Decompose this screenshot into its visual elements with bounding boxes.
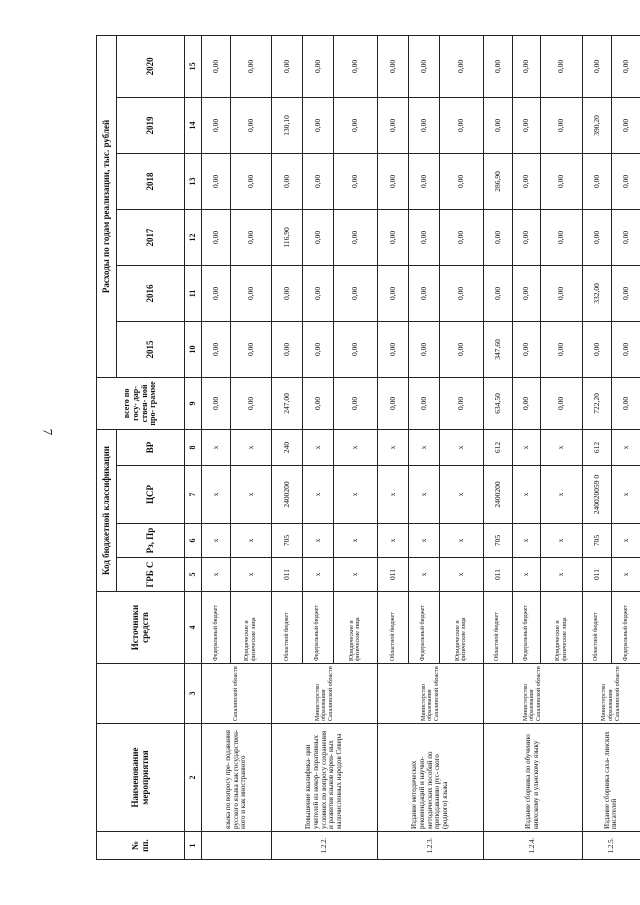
row-number: 1.2.3. [377,832,483,860]
rzpr-cell: х [611,524,640,558]
header-executor [97,664,185,724]
year-value-cell: 0,00 [439,209,483,265]
year-value-cell: 0,00 [202,97,231,153]
year-value-cell: 0,00 [302,209,333,265]
year-value-cell: 0,00 [439,321,483,377]
year-value-cell: 0,00 [408,209,439,265]
year-value-cell: 0,00 [611,265,640,321]
column-number: 6 [185,524,202,558]
total-cell: 0,00 [512,377,541,429]
year-value-cell: 0,00 [230,35,271,97]
funding-source: Юридические и физические лица [541,592,582,664]
funding-source: Областной бюджет [377,592,408,664]
grbs-cell: х [230,558,271,592]
measure-name: Издание сборника саха- линских писателей [582,724,640,832]
year-value-cell: 0,00 [483,265,512,321]
year-value-cell: 0,00 [512,209,541,265]
header-grbs: ГРБ С [117,558,185,592]
grbs-cell: 011 [272,558,303,592]
vr-cell: х [230,429,271,465]
total-cell: 0,00 [377,377,408,429]
funding-source: Областной бюджет [272,592,303,664]
year-value-cell: 0,00 [272,153,303,209]
rzpr-cell: х [333,524,377,558]
csr-cell: 2400200 [483,466,512,524]
year-value-cell: 0,00 [202,35,231,97]
year-value-cell: 116,90 [272,209,303,265]
funding-source: Юридические и физические лица [439,592,483,664]
grbs-cell: х [302,558,333,592]
csr-cell: х [377,466,408,524]
grbs-cell: х [541,558,582,592]
column-number: 14 [185,97,202,153]
year-value-cell: 0,00 [439,97,483,153]
year-value-cell: 0,00 [408,321,439,377]
year-value-cell: 0,00 [611,321,640,377]
year-value-cell: 0,00 [230,265,271,321]
year-value-cell: 0,00 [512,265,541,321]
year-value-cell: 0,00 [230,209,271,265]
year-value-cell: 347,60 [483,321,512,377]
year-value-cell: 332,00 [582,265,611,321]
year-value-cell: 0,00 [483,209,512,265]
year-value-cell: 0,00 [582,321,611,377]
column-number: 13 [185,153,202,209]
header-year: 2015 [117,321,185,377]
vr-cell: х [302,429,333,465]
grbs-cell: 011 [377,558,408,592]
year-value-cell: 0,00 [333,97,377,153]
grbs-cell: х [512,558,541,592]
year-value-cell: 0,00 [582,153,611,209]
header-vr: ВР [117,429,185,465]
year-value-cell: 0,00 [377,97,408,153]
measure-name: Повышение квалифика- ции учителей из некор- поративных условиях по вопросу сохранения и развития языков корен- ных малочисленных народов Севера [272,724,378,832]
row-number: 1.2.4. [483,832,582,860]
header-year: 2018 [117,153,185,209]
header-rzpr: Рз, Пр [117,524,185,558]
year-value-cell: 0,00 [512,153,541,209]
column-number: 8 [185,429,202,465]
year-value-cell: 0,00 [333,153,377,209]
vr-cell: х [439,429,483,465]
csr-cell: х [512,466,541,524]
csr-cell: х [230,466,271,524]
csr-cell: х [611,466,640,524]
year-value-cell: 0,00 [408,97,439,153]
csr-cell: х [302,466,333,524]
grbs-cell: 011 [582,558,611,592]
table-row [202,35,231,859]
measure-name: Издание методических рекомендаций и научно- методических пособий по преподаванию рус- ского (родного) языка [377,724,483,832]
measure-name: языка по вопросу пре- подавания русского языка как государствен- ного и как иностранного [202,724,272,832]
rzpr-cell: х [439,524,483,558]
funding-source: Юридические и физические лица [230,592,271,664]
year-value-cell: 286,90 [483,153,512,209]
year-value-cell: 0,00 [611,35,640,97]
year-value-cell: 0,00 [512,35,541,97]
funding-source: Юридические и физические лица [333,592,377,664]
year-value-cell: 0,00 [202,209,231,265]
year-value-cell: 0,00 [377,321,408,377]
year-value-cell: 0,00 [439,35,483,97]
year-value-cell: 0,00 [408,35,439,97]
header-csr: ЦСР [117,466,185,524]
year-value-cell: 0,00 [377,265,408,321]
total-cell: 0,00 [611,377,640,429]
year-value-cell: 0,00 [439,265,483,321]
rzpr-cell: х [541,524,582,558]
header-source: Источники средств [97,592,185,664]
vr-cell: х [202,429,231,465]
year-value-cell: 0,00 [272,265,303,321]
rzpr-cell: х [202,524,231,558]
total-cell: 634,50 [483,377,512,429]
total-cell: 0,00 [202,377,231,429]
year-value-cell: 0,00 [483,97,512,153]
year-value-cell: 0,00 [408,153,439,209]
year-value-cell: 0,00 [202,265,231,321]
funding-source: Федеральный бюджет [408,592,439,664]
column-number: 9 [185,377,202,429]
table-row [272,35,303,859]
year-value-cell: 0,00 [582,35,611,97]
header-year: 2019 [117,97,185,153]
total-cell: 247,00 [272,377,303,429]
grbs-cell: 011 [483,558,512,592]
grbs-cell: х [408,558,439,592]
year-value-cell: 0,00 [611,153,640,209]
funding-source: Областной бюджет [582,592,611,664]
vr-cell: 240 [272,429,303,465]
vr-cell: х [541,429,582,465]
year-value-cell: 0,00 [230,97,271,153]
year-value-cell: 0,00 [302,153,333,209]
year-value-cell: 0,00 [483,35,512,97]
header-year: 2017 [117,209,185,265]
year-value-cell: 0,00 [377,153,408,209]
header-total: всего по госу- дар- ствен- ной про- грамме [97,377,185,429]
grbs-cell: х [202,558,231,592]
column-number: 7 [185,466,202,524]
header-expenses: Расходы по годам реализации, тыс. рублей [97,35,117,377]
row-number [202,832,272,860]
funding-source: Федеральный бюджет [202,592,231,664]
column-number: 5 [185,558,202,592]
year-value-cell: 0,00 [541,35,582,97]
table-head [97,35,202,859]
row-number: 1.2.5. [582,832,640,860]
rzpr-cell: 705 [272,524,303,558]
executor: Министерство образования Сахалинской области [377,664,483,724]
vr-cell: х [377,429,408,465]
header-year: 2020 [117,35,185,97]
year-value-cell: 0,00 [512,97,541,153]
rzpr-cell: 705 [582,524,611,558]
year-value-cell: 0,00 [439,153,483,209]
year-value-cell: 0,00 [377,209,408,265]
year-value-cell: 390,20 [582,97,611,153]
vr-cell: х [611,429,640,465]
year-value-cell: 0,00 [611,209,640,265]
year-value-cell: 0,00 [302,265,333,321]
rzpr-cell: х [230,524,271,558]
year-value-cell: 0,00 [272,35,303,97]
csr-cell: 2400200 [272,466,303,524]
funding-source: Федеральный бюджет [302,592,333,664]
year-value-cell: 0,00 [302,321,333,377]
funding-source: Федеральный бюджет [611,592,640,664]
column-number: 1 [185,832,202,860]
header-budget-classification: Код бюджетной классификации [97,429,117,591]
vr-cell: х [512,429,541,465]
year-value-cell: 0,00 [541,321,582,377]
year-value-cell: 0,00 [333,321,377,377]
year-value-cell: 0,00 [333,35,377,97]
rzpr-cell: 705 [483,524,512,558]
year-value-cell: 0,00 [230,321,271,377]
total-cell: 0,00 [408,377,439,429]
budget-table-wrapper [96,40,640,860]
row-number: 1.2.2. [272,832,378,860]
total-cell: 0,00 [302,377,333,429]
csr-cell: х [333,466,377,524]
total-cell: 0,00 [230,377,271,429]
vr-cell: х [333,429,377,465]
rzpr-cell: х [377,524,408,558]
column-number: 10 [185,321,202,377]
year-value-cell: 0,00 [541,209,582,265]
csr-cell: х [439,466,483,524]
table-row [483,35,512,859]
year-value-cell: 0,00 [582,209,611,265]
csr-cell: х [541,466,582,524]
year-value-cell: 0,00 [202,321,231,377]
header-num: № пп. [97,832,185,860]
total-cell: 0,00 [439,377,483,429]
vr-cell: х [408,429,439,465]
year-value-cell: 0,00 [611,97,640,153]
grbs-cell: х [611,558,640,592]
year-value-cell: 0,00 [202,153,231,209]
column-number: 3 [185,664,202,724]
rzpr-cell: х [302,524,333,558]
rzpr-cell: х [408,524,439,558]
csr-cell: х [408,466,439,524]
year-value-cell: 0,00 [541,153,582,209]
year-value-cell: 0,00 [333,209,377,265]
grbs-cell: х [333,558,377,592]
grbs-cell: х [439,558,483,592]
rzpr-cell: х [512,524,541,558]
funding-source: Областной бюджет [483,592,512,664]
year-value-cell: 0,00 [302,35,333,97]
column-number: 12 [185,209,202,265]
header-year: 2016 [117,265,185,321]
measure-name: Издание сборника по обучению нивхскому и ульчскому языку [483,724,582,832]
table-body [202,35,640,859]
year-value-cell: 0,00 [541,97,582,153]
year-value-cell: 0,00 [230,153,271,209]
year-value-cell: 0,00 [408,265,439,321]
table-row [582,35,611,859]
executor: Сахалинской области [202,664,272,724]
vr-cell: 612 [582,429,611,465]
budget-table [96,35,640,860]
year-value-cell: 0,00 [377,35,408,97]
year-value-cell: 0,00 [512,321,541,377]
total-cell: 0,00 [333,377,377,429]
csr-cell: 240020059 0 [582,466,611,524]
column-number-row [185,35,202,859]
vr-cell: 612 [483,429,512,465]
total-cell: 722,20 [582,377,611,429]
executor: Министерство образования Сахалинской области [483,664,582,724]
column-number: 15 [185,35,202,97]
executor: Министерство образования Сахалинской области [582,664,640,724]
executor: Министерство образования Сахалинской области [272,664,378,724]
total-cell: 0,00 [541,377,582,429]
year-value-cell: 0,00 [302,97,333,153]
header-name: Наименование мероприятия [97,724,185,832]
column-number: 2 [185,724,202,832]
year-value-cell: 0,00 [333,265,377,321]
year-value-cell: 130,10 [272,97,303,153]
page-number: 7 [40,428,56,436]
year-value-cell: 0,00 [272,321,303,377]
table-row [377,35,408,859]
year-value-cell: 0,00 [541,265,582,321]
funding-source: Федеральный бюджет [512,592,541,664]
column-number: 11 [185,265,202,321]
csr-cell: х [202,466,231,524]
column-number: 4 [185,592,202,664]
